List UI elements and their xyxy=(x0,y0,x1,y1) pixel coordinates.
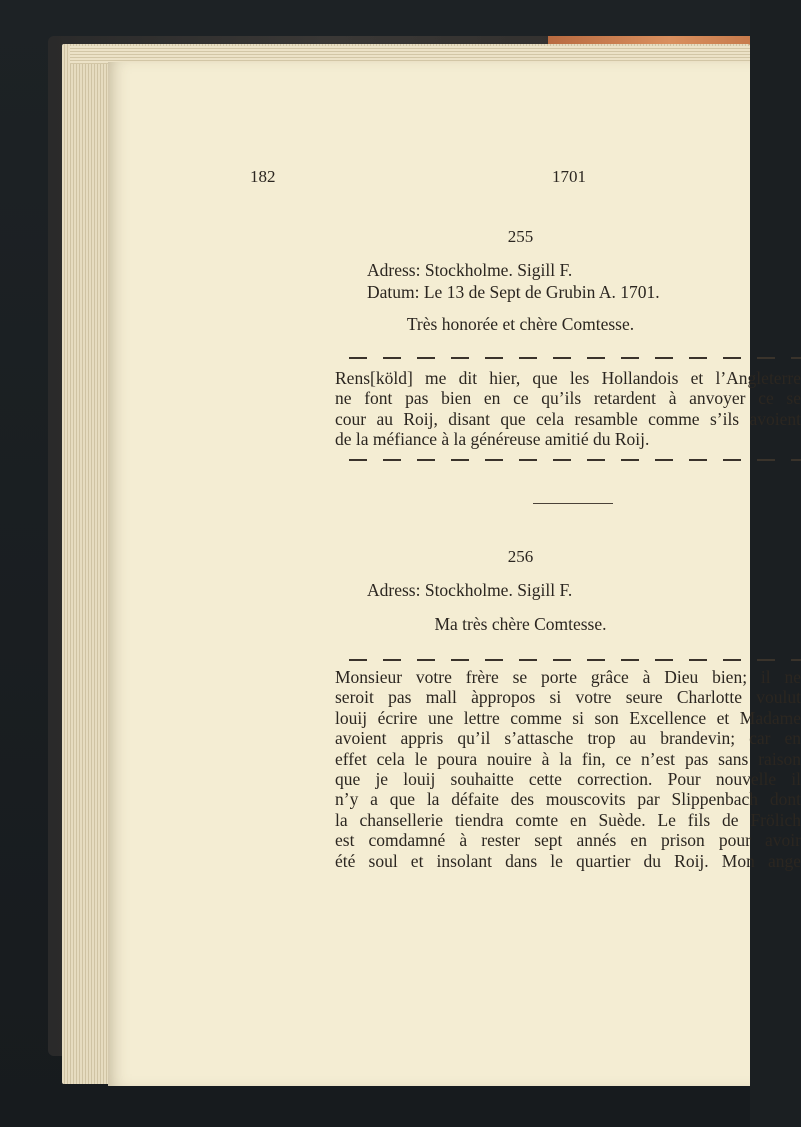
letter-number: 255 xyxy=(507,227,534,246)
body-line: louij écrire une lettre comme si son Excellence et Madame xyxy=(335,707,801,728)
body-line: seroit pas mall àppropos si votre seure Charlotte voulut xyxy=(335,687,801,708)
letter-salutation: Très honorée et chère Comtesse. xyxy=(406,314,635,334)
ellipsis-dash-row xyxy=(349,459,801,461)
letter-number: 256 xyxy=(507,547,534,566)
body-line: n’y a que la défaite des mouscovits par Slippenbach dont xyxy=(335,789,801,810)
body-line: Monsieur votre frère se porte grâce à Dieu bien; il ne xyxy=(335,667,801,687)
book-page xyxy=(108,62,801,1086)
running-head xyxy=(243,167,798,189)
letter-salutation: Ma très chère Comtesse. xyxy=(434,614,607,634)
body-line: cour au Roij, disant que cela resamble comme s’ils avoient xyxy=(335,408,801,429)
body-line: de la méfiance à la généreuse amitié du Roij. xyxy=(335,429,650,450)
ellipsis-dash-row xyxy=(349,357,801,359)
body-line: Rens[köld] me dit hier, que les Hollandois et l’Angleterre xyxy=(335,368,801,388)
body-line: ne font pas bien en ce qu’ils retardent à anvoyer ce se xyxy=(335,388,801,409)
body-line: la chansellerie tiendra comte en Suède. Le fils de Frölich xyxy=(335,809,801,830)
letter-body xyxy=(335,368,801,450)
letter-datum: Datum: Le 13 de Sept de Grubin A. 1701. xyxy=(367,282,660,302)
body-line: est comdamné à rester sept annés en prison pour avoir xyxy=(335,830,801,851)
letter-body xyxy=(335,667,801,871)
body-line: avoient appris qu’il s’attasche trop au brandevin; car en xyxy=(335,728,801,749)
body-line: été soul et insolant dans le quartier du Roij. Mon ange xyxy=(335,850,801,871)
running-head-year: 1701 xyxy=(552,167,586,186)
letter-separator-rule xyxy=(533,503,613,504)
ellipsis-dash-row xyxy=(349,659,801,661)
letter-adress: Adress: Stockholme. Sigill F. xyxy=(367,260,573,280)
page-number: 182 xyxy=(250,167,276,186)
body-line: que je louij souhaitte cette correction. Pour nouvelle il xyxy=(335,768,801,789)
body-line: effet cela le poura nouire à la fin, ce n’est pas sans raison xyxy=(335,748,801,769)
letter-adress: Adress: Stockholme. Sigill F. xyxy=(367,580,573,600)
